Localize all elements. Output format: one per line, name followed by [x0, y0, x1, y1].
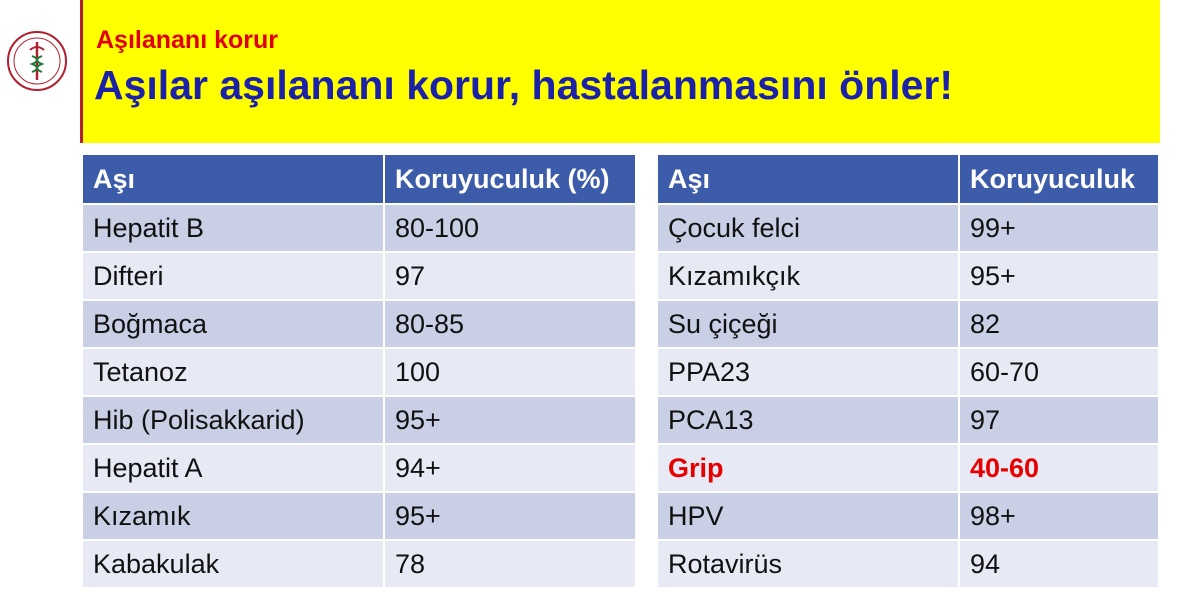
vaccine-name: Boğmaca	[83, 301, 385, 349]
protection-value: 100	[385, 349, 637, 397]
vaccine-name: Rotavirüs	[658, 541, 960, 589]
vaccine-name: Su çiçeği	[658, 301, 960, 349]
protection-value: 97	[960, 397, 1160, 445]
table-row	[83, 445, 637, 493]
medical-logo-icon	[6, 30, 68, 92]
page-title: Aşılar aşılananı korur, hastalanmasını önler!	[94, 62, 954, 108]
protection-value: 80-85	[385, 301, 637, 349]
vaccine-name: Hepatit A	[83, 445, 385, 493]
table-row	[658, 541, 1160, 589]
table-row	[83, 253, 637, 301]
table-header-row	[658, 155, 1160, 205]
protection-value: 80-100	[385, 205, 637, 253]
table-row	[658, 397, 1160, 445]
protection-value: 60-70	[960, 349, 1160, 397]
protection-value: 94+	[385, 445, 637, 493]
protection-value: 98+	[960, 493, 1160, 541]
protection-value: 40-60	[960, 445, 1160, 493]
vaccine-table-left	[83, 155, 637, 589]
protection-value: 82	[960, 301, 1160, 349]
column-header-vaccine: Aşı	[658, 155, 960, 205]
table-header-row	[83, 155, 637, 205]
column-header-protection: Koruyuculuk	[960, 155, 1160, 205]
vaccine-table-right	[658, 155, 1160, 589]
table-row	[83, 493, 637, 541]
vaccine-name: PCA13	[658, 397, 960, 445]
vaccine-name: Grip	[658, 445, 960, 493]
vaccine-name: Tetanoz	[83, 349, 385, 397]
vaccine-name: Kızamıkçık	[658, 253, 960, 301]
table-row	[83, 397, 637, 445]
table-row	[658, 493, 1160, 541]
protection-value: 94	[960, 541, 1160, 589]
vaccine-name: HPV	[658, 493, 960, 541]
protection-value: 95+	[960, 253, 1160, 301]
table-row	[83, 541, 637, 589]
vaccine-name: Difteri	[83, 253, 385, 301]
vaccine-name: PPA23	[658, 349, 960, 397]
vaccine-name: Hib (Polisakkarid)	[83, 397, 385, 445]
table-row	[658, 205, 1160, 253]
protection-value: 99+	[960, 205, 1160, 253]
vaccine-name: Hepatit B	[83, 205, 385, 253]
protection-value: 97	[385, 253, 637, 301]
table-row	[83, 205, 637, 253]
table-row	[83, 301, 637, 349]
vaccine-name: Kabakulak	[83, 541, 385, 589]
table-row	[658, 301, 1160, 349]
protection-value: 95+	[385, 493, 637, 541]
protection-value: 78	[385, 541, 637, 589]
table-row	[658, 349, 1160, 397]
table-row	[658, 253, 1160, 301]
protection-value: 95+	[385, 397, 637, 445]
column-header-protection: Koruyuculuk (%)	[385, 155, 637, 205]
table-row-highlighted	[658, 445, 1160, 493]
column-header-vaccine: Aşı	[83, 155, 385, 205]
vaccine-name: Kızamık	[83, 493, 385, 541]
header-banner	[80, 0, 1160, 143]
vaccine-name: Çocuk felci	[658, 205, 960, 253]
subtitle: Aşılananı korur	[96, 26, 278, 54]
table-row	[83, 349, 637, 397]
